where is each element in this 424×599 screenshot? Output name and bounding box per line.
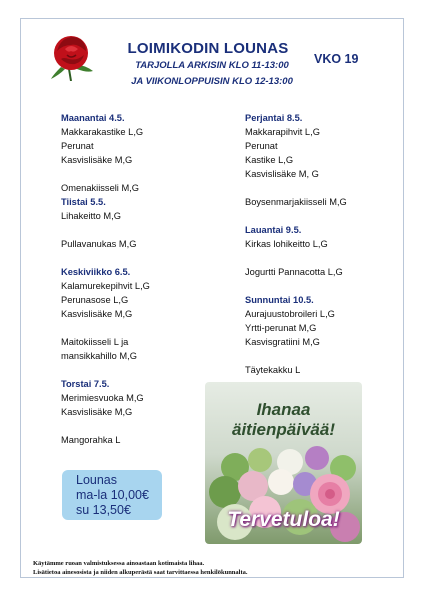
menu-item: Kalamurekepihvit L,G [61, 281, 150, 291]
menu-item: Kasvislisäke M,G [61, 407, 133, 417]
rose-icon [47, 31, 95, 81]
dessert-item: Pullavanukas M,G [61, 239, 137, 249]
page-title: LOIMIKODIN LOUNAS [127, 40, 289, 57]
footer-note [33, 559, 248, 577]
dessert-item: mansikkahillo M,G [61, 351, 137, 361]
menu-item: Kasvislisäke M, G [245, 169, 319, 179]
week-number: VKO 19 [314, 52, 359, 66]
menu-item: Kastike L,G [245, 155, 294, 165]
welcome-text: Tervetuloa! [227, 508, 340, 531]
day-heading: Torstai 7.5. [61, 379, 110, 389]
day-heading: Perjantai 8.5. [245, 113, 303, 123]
menu-item: Makkarapihvit L,G [245, 127, 320, 137]
dessert-item: Jogurtti Pannacotta L,G [245, 267, 343, 277]
day-heading: Lauantai 9.5. [245, 225, 302, 235]
menu-item: Kasvisgratiini M,G [245, 337, 320, 347]
dessert-item: Mangorahka L [61, 435, 121, 445]
lunch-price-label: Lounas [76, 473, 118, 487]
day-heading: Tiistai 5.5. [61, 197, 106, 207]
menu-item: Kirkas lohikeitto L,G [245, 239, 328, 249]
dessert-item: Täytekakku L [245, 365, 301, 375]
menu-column-right [245, 111, 385, 377]
menu-item: Perunat [61, 141, 94, 151]
menu-item: Yrtti-perunat M,G [245, 323, 317, 333]
menu-item: Perunasose L,G [61, 295, 129, 305]
weekday-price: ma-la 10,00€ [76, 488, 149, 502]
day-heading: Maanantai 4.5. [61, 113, 125, 123]
dessert-item: Maitokiisseli L ja [61, 337, 129, 347]
sunday-price: su 13,50€ [76, 503, 131, 517]
menu-column-left [61, 111, 221, 447]
menu-item: Aurajuustobroileri L,G [245, 309, 335, 319]
dessert-item: Boysenmarjakiisseli M,G [245, 197, 347, 207]
menu-item: Merimiesvuoka M,G [61, 393, 144, 403]
footer-line: Lisätietoa ainesosista ja niiden alkuperästä saat tarvittaessa henkilökunnalta. [33, 569, 248, 576]
lunch-price-box [62, 470, 162, 520]
menu-item: Kasvislisäke M,G [61, 155, 133, 165]
serving-hours-weekends: JA VIIKONLOPPUISIN KLO 12-13:00 [131, 76, 293, 87]
day-heading: Keskiviikko 6.5. [61, 267, 131, 277]
greeting-text: Ihanaa [256, 400, 311, 419]
mothers-day-picture [205, 382, 362, 544]
serving-hours-weekdays: TARJOLLA ARKISIN KLO 11-13:00 [135, 60, 289, 71]
day-heading: Sunnuntai 10.5. [245, 295, 314, 305]
dessert-item: Omenakiisseli M,G [61, 183, 140, 193]
greeting-text: äitienpäivää! [232, 420, 335, 439]
menu-item: Makkarakastike L,G [61, 127, 144, 137]
footer-line: Käytämme ruoan valmistuksessa ainoastaan kotimaista lihaa. [33, 560, 205, 567]
menu-item: Perunat [245, 141, 278, 151]
menu-item: Kasvislisäke M,G [61, 309, 133, 319]
menu-item: Lihakeitto M,G [61, 211, 121, 221]
